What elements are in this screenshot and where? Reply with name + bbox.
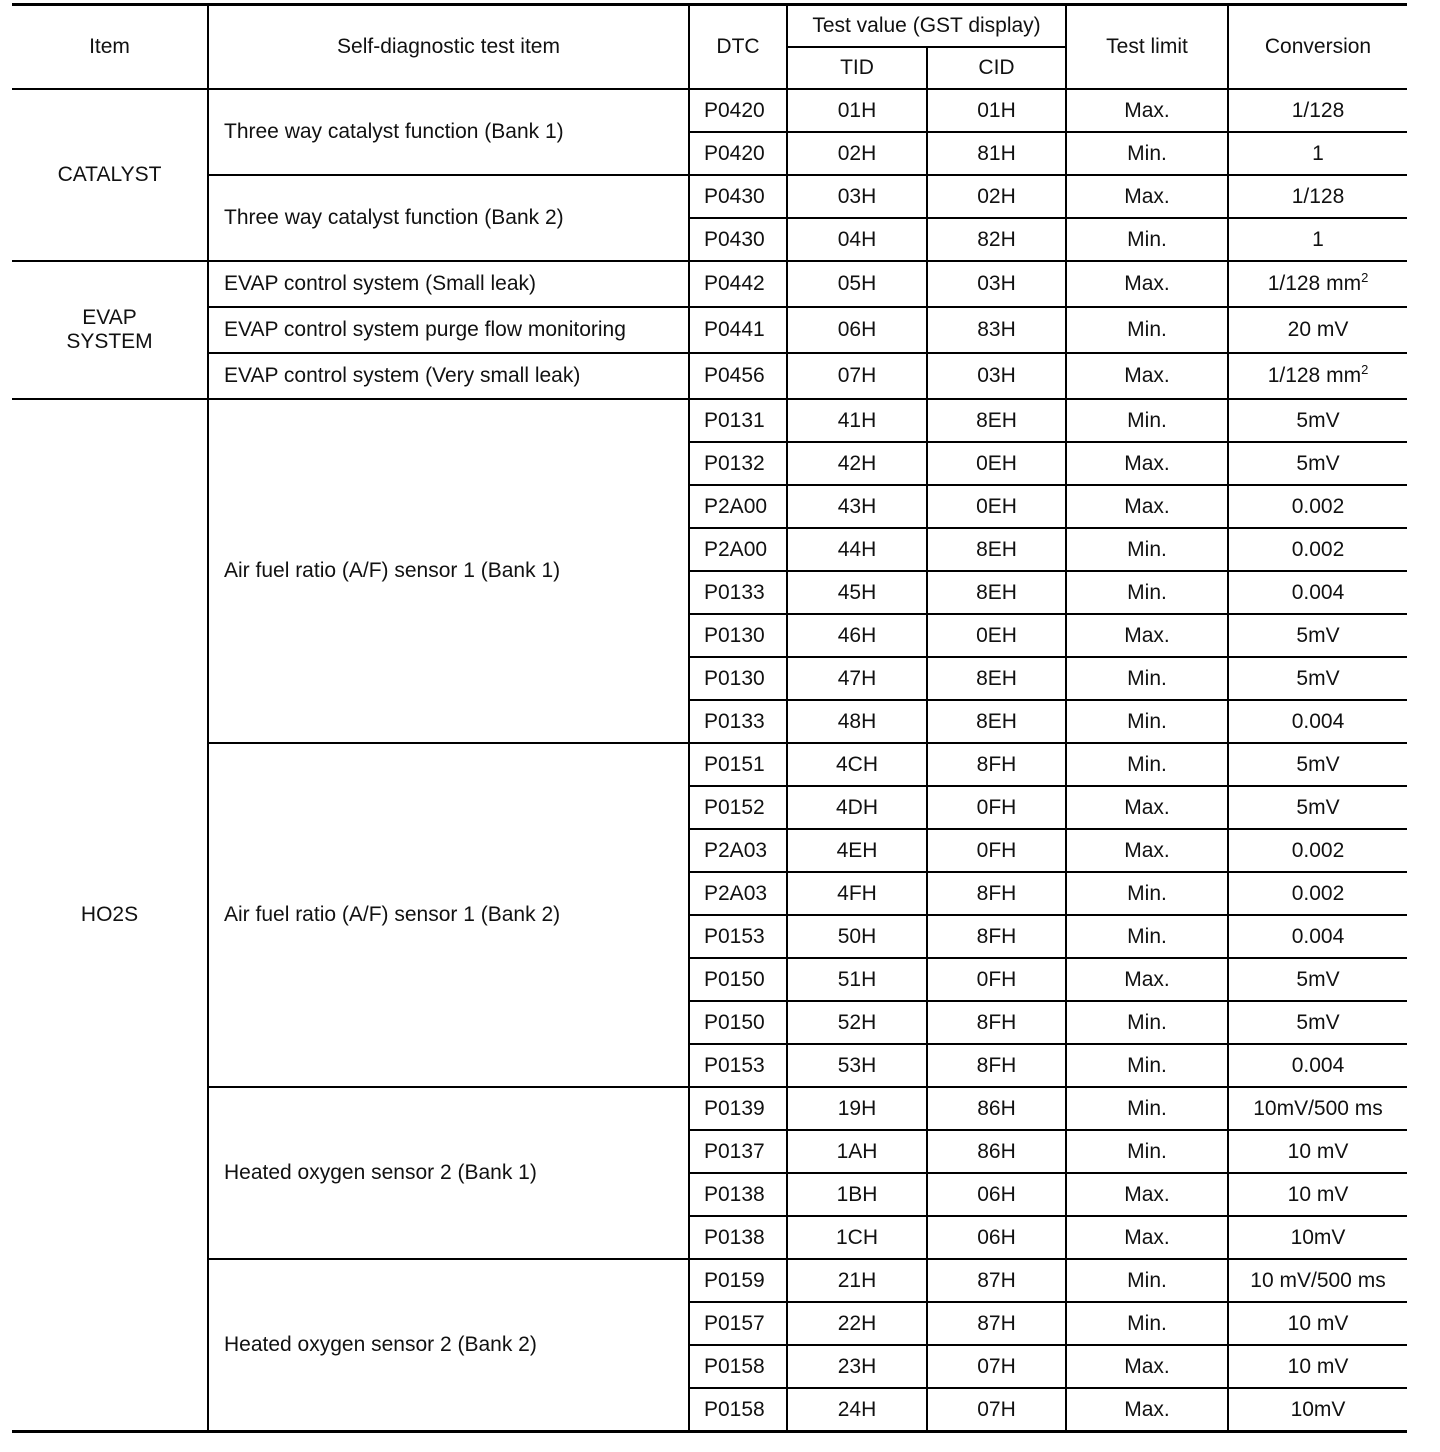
dtc-cell: P0420 — [689, 132, 787, 175]
conversion-cell: 1/128 — [1228, 89, 1407, 132]
table-row — [12, 1087, 1407, 1130]
tid-cell: 4CH — [787, 743, 927, 786]
cid-cell: 86H — [927, 1130, 1066, 1173]
table-row — [12, 743, 1407, 786]
header-conversion: Conversion — [1228, 5, 1407, 90]
cid-cell: 06H — [927, 1173, 1066, 1216]
test-limit-cell: Min. — [1066, 700, 1228, 743]
tid-cell: 01H — [787, 89, 927, 132]
dtc-cell: P0131 — [689, 399, 787, 442]
test-limit-cell: Max. — [1066, 485, 1228, 528]
cid-cell: 06H — [927, 1216, 1066, 1259]
header-dtc: DTC — [689, 5, 787, 90]
table-row — [12, 175, 1407, 218]
conversion-value: 1/128 mm — [1267, 364, 1362, 387]
cid-cell: 8FH — [927, 872, 1066, 915]
test-item-cell: EVAP control system purge flow monitoring — [208, 307, 689, 353]
tid-cell: 24H — [787, 1388, 927, 1432]
header-test-limit: Test limit — [1066, 5, 1228, 90]
test-limit-cell: Min. — [1066, 528, 1228, 571]
test-limit-cell: Max. — [1066, 786, 1228, 829]
cid-cell: 03H — [927, 353, 1066, 399]
cid-cell: 82H — [927, 218, 1066, 261]
test-limit-cell: Min. — [1066, 218, 1228, 261]
conversion-cell — [1228, 353, 1407, 399]
cid-cell: 0FH — [927, 958, 1066, 1001]
dtc-cell: P0130 — [689, 657, 787, 700]
tid-cell: 45H — [787, 571, 927, 614]
item-cell: HO2S — [12, 399, 208, 1432]
cid-cell: 07H — [927, 1388, 1066, 1432]
dtc-cell: P0153 — [689, 915, 787, 958]
tid-cell: 43H — [787, 485, 927, 528]
cid-cell: 86H — [927, 1087, 1066, 1130]
test-limit-cell: Min. — [1066, 132, 1228, 175]
tid-cell: 42H — [787, 442, 927, 485]
test-limit-cell: Max. — [1066, 829, 1228, 872]
cid-cell: 02H — [927, 175, 1066, 218]
header-test-value: Test value (GST display) — [787, 5, 1066, 48]
dtc-cell: P0151 — [689, 743, 787, 786]
conversion-cell: 5mV — [1228, 442, 1407, 485]
table-row — [12, 353, 1407, 399]
dtc-cell: P0150 — [689, 1001, 787, 1044]
conversion-cell: 10mV/500 ms — [1228, 1087, 1407, 1130]
dtc-cell: P0420 — [689, 89, 787, 132]
tid-cell: 19H — [787, 1087, 927, 1130]
test-limit-cell: Min. — [1066, 1259, 1228, 1302]
conversion-exponent: 2 — [1361, 270, 1369, 285]
table-row — [12, 1259, 1407, 1302]
dtc-cell: P0132 — [689, 442, 787, 485]
test-limit-cell: Min. — [1066, 872, 1228, 915]
dtc-cell: P2A00 — [689, 528, 787, 571]
conversion-cell: 5mV — [1228, 614, 1407, 657]
cid-cell: 8FH — [927, 1044, 1066, 1087]
tid-cell: 4DH — [787, 786, 927, 829]
test-item-cell: EVAP control system (Small leak) — [208, 261, 689, 307]
conversion-cell: 5mV — [1228, 958, 1407, 1001]
test-limit-cell: Max. — [1066, 1173, 1228, 1216]
test-limit-cell: Min. — [1066, 1130, 1228, 1173]
tid-cell: 51H — [787, 958, 927, 1001]
cid-cell: 0EH — [927, 485, 1066, 528]
test-limit-cell: Max. — [1066, 958, 1228, 1001]
test-item-cell: Heated oxygen sensor 2 (Bank 1) — [208, 1087, 689, 1259]
item-cell: CATALYST — [12, 89, 208, 261]
tid-cell: 41H — [787, 399, 927, 442]
test-limit-cell: Min. — [1066, 1087, 1228, 1130]
dtc-cell: P0158 — [689, 1388, 787, 1432]
cid-cell: 83H — [927, 307, 1066, 353]
tid-cell: 02H — [787, 132, 927, 175]
item-cell: EVAP SYSTEM — [12, 261, 208, 399]
tid-cell: 07H — [787, 353, 927, 399]
dtc-cell: P0133 — [689, 571, 787, 614]
test-item-cell: Air fuel ratio (A/F) sensor 1 (Bank 2) — [208, 743, 689, 1087]
table-body — [12, 89, 1407, 1432]
conversion-cell: 0.002 — [1228, 829, 1407, 872]
cid-cell: 8FH — [927, 1001, 1066, 1044]
cid-cell: 8FH — [927, 915, 1066, 958]
cid-cell: 0FH — [927, 829, 1066, 872]
tid-cell: 50H — [787, 915, 927, 958]
conversion-cell — [1228, 261, 1407, 307]
test-limit-cell: Max. — [1066, 1216, 1228, 1259]
tid-cell: 03H — [787, 175, 927, 218]
conversion-cell: 1/128 — [1228, 175, 1407, 218]
cid-cell: 0EH — [927, 442, 1066, 485]
dtc-cell: P0138 — [689, 1173, 787, 1216]
table-row — [12, 89, 1407, 132]
tid-cell: 1CH — [787, 1216, 927, 1259]
tid-cell: 06H — [787, 307, 927, 353]
header-cid: CID — [927, 47, 1066, 89]
conversion-cell: 5mV — [1228, 786, 1407, 829]
cid-cell: 87H — [927, 1259, 1066, 1302]
tid-cell: 48H — [787, 700, 927, 743]
conversion-cell: 10 mV — [1228, 1173, 1407, 1216]
test-limit-cell: Max. — [1066, 89, 1228, 132]
cid-cell: 8EH — [927, 528, 1066, 571]
test-limit-cell: Min. — [1066, 1001, 1228, 1044]
conversion-cell: 10 mV — [1228, 1130, 1407, 1173]
conversion-cell: 10mV — [1228, 1388, 1407, 1432]
tid-cell: 1BH — [787, 1173, 927, 1216]
conversion-cell: 0.002 — [1228, 485, 1407, 528]
conversion-cell: 5mV — [1228, 743, 1407, 786]
cid-cell: 8EH — [927, 399, 1066, 442]
cid-cell: 8EH — [927, 700, 1066, 743]
header-tid: TID — [787, 47, 927, 89]
dtc-cell: P0158 — [689, 1345, 787, 1388]
conversion-cell: 10 mV — [1228, 1345, 1407, 1388]
dtc-cell: P0441 — [689, 307, 787, 353]
dtc-cell: P0130 — [689, 614, 787, 657]
table-row — [12, 261, 1407, 307]
test-item-cell: Three way catalyst function (Bank 1) — [208, 89, 689, 175]
dtc-cell: P0430 — [689, 218, 787, 261]
test-limit-cell: Min. — [1066, 743, 1228, 786]
conversion-cell: 0.004 — [1228, 1044, 1407, 1087]
cid-cell: 03H — [927, 261, 1066, 307]
header-test-item: Self-diagnostic test item — [208, 5, 689, 90]
conversion-cell: 0.004 — [1228, 571, 1407, 614]
dtc-cell: P0159 — [689, 1259, 787, 1302]
tid-cell: 47H — [787, 657, 927, 700]
conversion-cell: 0.004 — [1228, 915, 1407, 958]
conversion-cell: 0.004 — [1228, 700, 1407, 743]
conversion-cell: 0.002 — [1228, 528, 1407, 571]
tid-cell: 05H — [787, 261, 927, 307]
test-limit-cell: Max. — [1066, 261, 1228, 307]
conversion-cell: 10mV — [1228, 1216, 1407, 1259]
dtc-cell: P0153 — [689, 1044, 787, 1087]
dtc-cell: P0456 — [689, 353, 787, 399]
cid-cell: 8EH — [927, 657, 1066, 700]
test-limit-cell: Min. — [1066, 399, 1228, 442]
test-limit-cell: Min. — [1066, 1302, 1228, 1345]
dtc-cell: P0152 — [689, 786, 787, 829]
dtc-cell: P0430 — [689, 175, 787, 218]
test-limit-cell: Min. — [1066, 915, 1228, 958]
test-limit-cell: Min. — [1066, 657, 1228, 700]
cid-cell: 01H — [927, 89, 1066, 132]
dtc-cell: P2A00 — [689, 485, 787, 528]
tid-cell: 52H — [787, 1001, 927, 1044]
test-limit-cell: Min. — [1066, 307, 1228, 353]
tid-cell: 21H — [787, 1259, 927, 1302]
test-item-cell: EVAP control system (Very small leak) — [208, 353, 689, 399]
test-limit-cell: Max. — [1066, 442, 1228, 485]
tid-cell: 53H — [787, 1044, 927, 1087]
tid-cell: 4FH — [787, 872, 927, 915]
dtc-cell: P0138 — [689, 1216, 787, 1259]
dtc-cell: P0137 — [689, 1130, 787, 1173]
tid-cell: 46H — [787, 614, 927, 657]
dtc-cell: P2A03 — [689, 872, 787, 915]
conversion-cell: 5mV — [1228, 399, 1407, 442]
cid-cell: 87H — [927, 1302, 1066, 1345]
cid-cell: 8FH — [927, 743, 1066, 786]
test-limit-cell: Max. — [1066, 1388, 1228, 1432]
cid-cell: 8EH — [927, 571, 1066, 614]
dtc-cell: P0150 — [689, 958, 787, 1001]
conversion-cell: 5mV — [1228, 657, 1407, 700]
dtc-cell: P0157 — [689, 1302, 787, 1345]
test-limit-cell: Min. — [1066, 571, 1228, 614]
conversion-cell: 20 mV — [1228, 307, 1407, 353]
tid-cell: 22H — [787, 1302, 927, 1345]
dtc-cell: P0133 — [689, 700, 787, 743]
conversion-cell: 5mV — [1228, 1001, 1407, 1044]
table-row — [12, 307, 1407, 353]
conversion-cell: 1 — [1228, 218, 1407, 261]
test-limit-cell: Max. — [1066, 175, 1228, 218]
dtc-cell: P2A03 — [689, 829, 787, 872]
tid-cell: 1AH — [787, 1130, 927, 1173]
dtc-cell: P0442 — [689, 261, 787, 307]
test-item-cell: Air fuel ratio (A/F) sensor 1 (Bank 1) — [208, 399, 689, 743]
conversion-cell: 1 — [1228, 132, 1407, 175]
conversion-cell: 0.002 — [1228, 872, 1407, 915]
cid-cell: 0FH — [927, 786, 1066, 829]
test-limit-cell: Min. — [1066, 1044, 1228, 1087]
test-limit-cell: Max. — [1066, 353, 1228, 399]
cid-cell: 07H — [927, 1345, 1066, 1388]
test-item-cell: Heated oxygen sensor 2 (Bank 2) — [208, 1259, 689, 1432]
header-item: Item — [12, 5, 208, 90]
tid-cell: 44H — [787, 528, 927, 571]
conversion-value: 1/128 mm — [1267, 272, 1362, 295]
tid-cell: 04H — [787, 218, 927, 261]
tid-cell: 23H — [787, 1345, 927, 1388]
dtc-cell: P0139 — [689, 1087, 787, 1130]
cid-cell: 0EH — [927, 614, 1066, 657]
cid-cell: 81H — [927, 132, 1066, 175]
test-item-cell: Three way catalyst function (Bank 2) — [208, 175, 689, 261]
conversion-exponent: 2 — [1361, 362, 1369, 377]
conversion-cell: 10 mV — [1228, 1302, 1407, 1345]
conversion-cell: 10 mV/500 ms — [1228, 1259, 1407, 1302]
test-limit-cell: Max. — [1066, 1345, 1228, 1388]
self-diagnostic-table — [12, 3, 1407, 1433]
table-row — [12, 399, 1407, 442]
tid-cell: 4EH — [787, 829, 927, 872]
test-limit-cell: Max. — [1066, 614, 1228, 657]
